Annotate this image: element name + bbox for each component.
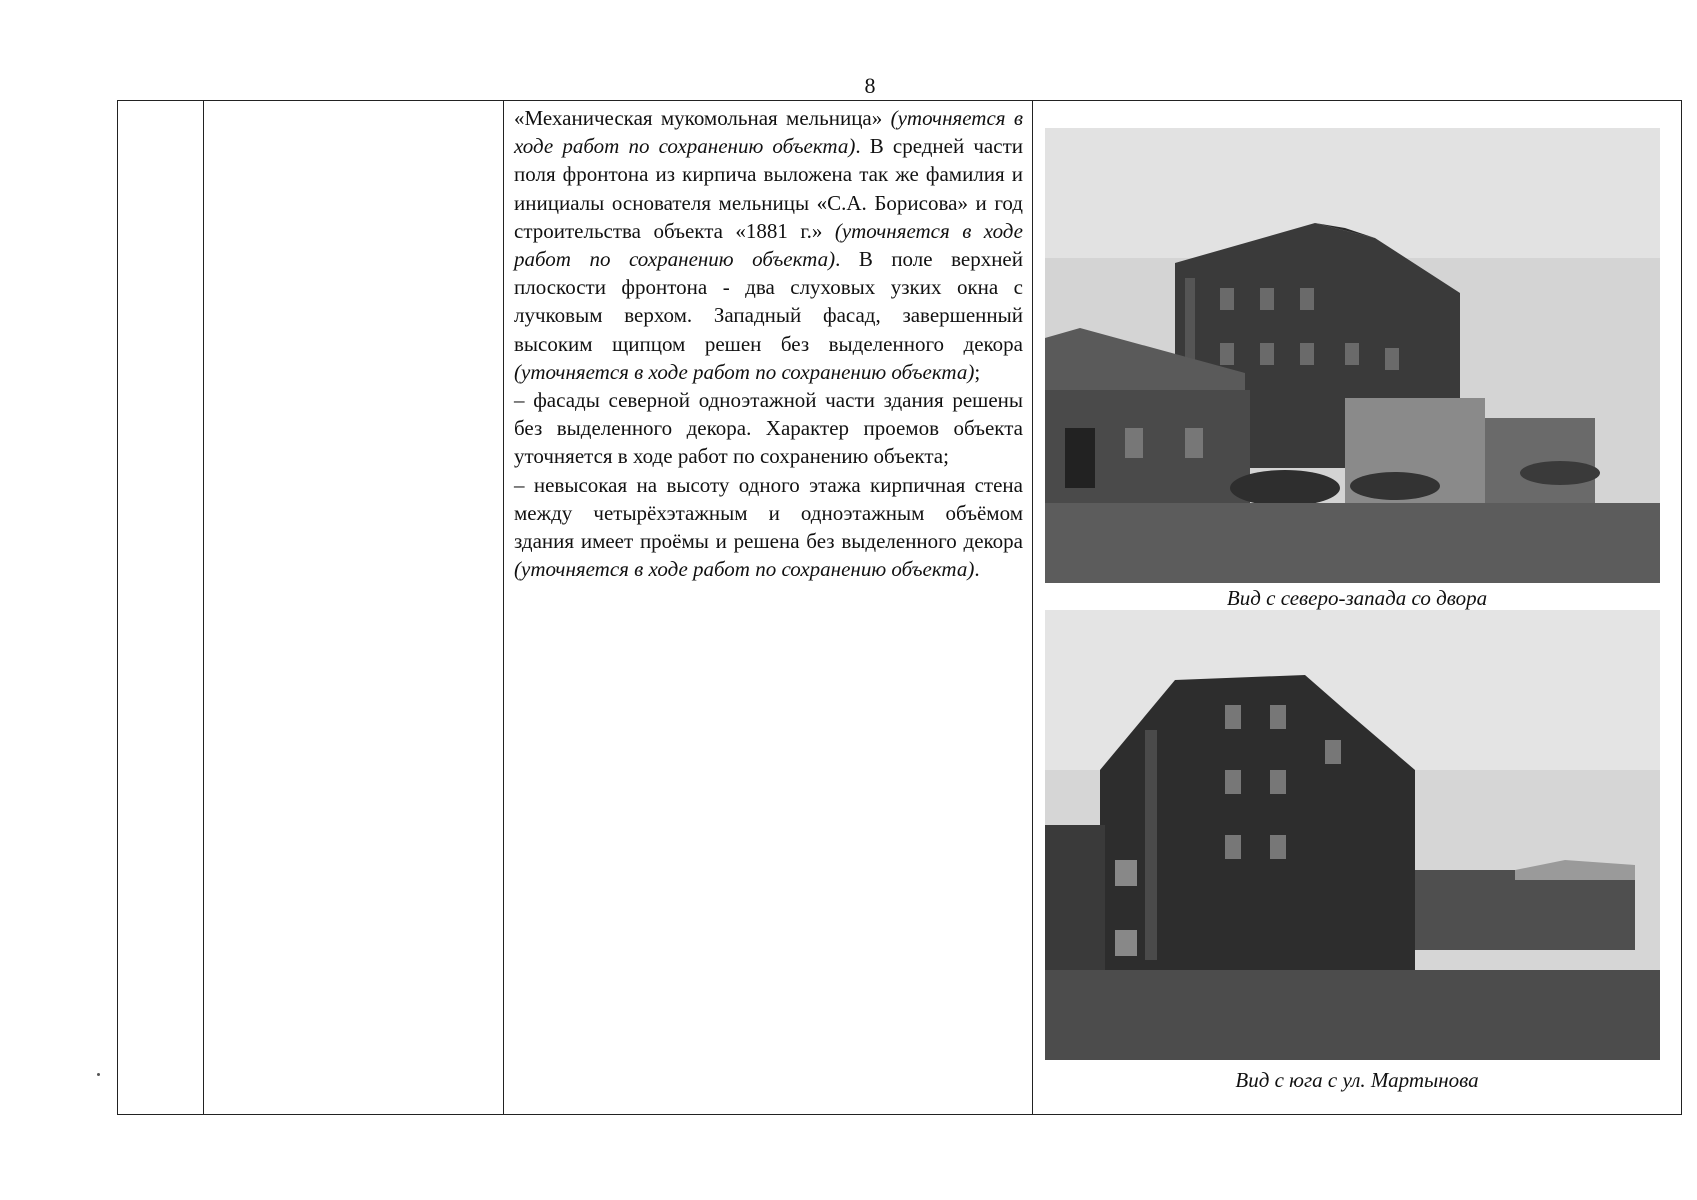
page-number: 8 [864, 73, 876, 98]
photo-south [1045, 610, 1660, 1060]
clarification-note: (уточняется в ходе работ по сохранению объекта) [514, 557, 975, 582]
photo-caption: Вид с северо-запада со двора [1226, 586, 1488, 610]
photo-north-west [1045, 128, 1660, 583]
clarification-note: (уточняется в ходе работ по сохранению объекта) [514, 218, 1023, 272]
description-paragraph [514, 471, 1023, 584]
clarification-note: (уточняется в ходе работ по сохранению объекта) [514, 359, 975, 384]
photo-north-west-image [1045, 128, 1660, 583]
clarification-note: (уточняется в ходе работ по сохранению объекта) [514, 106, 1023, 159]
description-paragraph [514, 104, 1023, 386]
description-segment: «Механическая мукомольная мельница» [514, 106, 891, 130]
description-segment: ; [974, 359, 981, 384]
photo-south-image [1045, 610, 1660, 1060]
description-segment: – фасады северной одноэтажной части здания решены без выделенного декора. Характер проемов объекта уточняется в ходе работ по сохранению объекта; [514, 388, 1023, 469]
column-divider-2 [503, 100, 504, 1115]
photo-caption: Вид с юга с ул. Мартынова [1235, 1068, 1479, 1092]
description-segment: . В поле верхней плоскости фронтона - два слуховых узких окна с лучковым верхом. Западный фасад, завершенный высоким щипцом решен без выделенного декора [514, 247, 1023, 356]
description-segment: . [974, 557, 980, 582]
description-text [514, 104, 1023, 583]
description-segment: – невысокая на высоту одного этажа кирпичная стена между четырёхэтажным и одноэтажным объёмом здания имеет проёмы и решена без выделенного декора [514, 472, 1023, 554]
description-paragraph [514, 386, 1023, 471]
column-divider-1 [203, 100, 204, 1115]
description-segment: . В средней части поля фронтона из кирпича выложена так же фамилия и инициалы основателя мельницы «С.А. Борисова» и год строительства объекта «1881 г.» [514, 134, 1023, 243]
column-divider-3 [1032, 100, 1033, 1115]
scan-speck [97, 1073, 100, 1076]
